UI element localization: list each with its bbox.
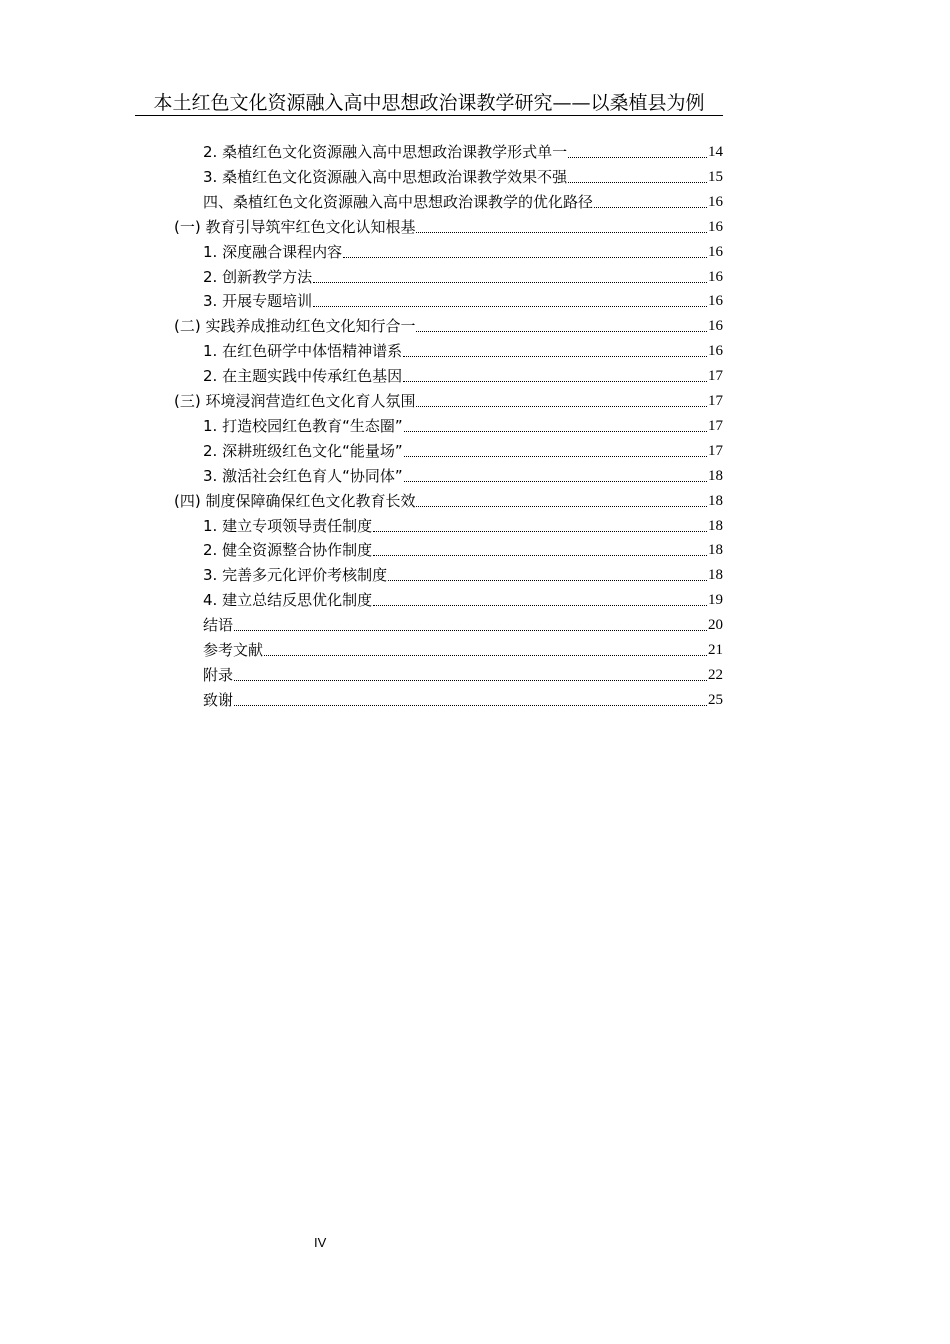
toc-entry-page: 16 [708,293,723,310]
toc-entry-title: 2. 健全资源整合协作制度 [203,541,373,560]
toc-entry-page: 18 [708,517,723,534]
toc-entry[interactable] [174,212,723,237]
toc-entry-page: 18 [708,567,723,584]
toc-entry-title: 2. 桑植红色文化资源融入高中思想政治课教学形式单一 [203,143,568,161]
toc-entry-page: 21 [708,642,723,658]
page-number: IV [314,1235,327,1250]
toc-entry[interactable] [203,361,723,386]
toc-entry-page: 17 [708,393,723,409]
toc-entry[interactable] [203,137,723,162]
toc-entry-title: 3. 桑植红色文化资源融入高中思想政治课教学效果不强 [203,167,568,186]
toc-entry-title: 2. 创新教学方法 [203,267,313,286]
toc-entry-page: 16 [708,318,723,335]
toc-entry-page: 17 [708,442,723,459]
toc-entry-title: (三) 环境浸润营造红色文化育人氛围 [174,392,416,410]
toc-entry-title: 2. 在主题实践中传承红色基因 [203,367,403,386]
toc-entry[interactable] [203,411,723,436]
toc-entry[interactable] [203,237,723,262]
toc-dot-leader [416,406,707,407]
toc-entry[interactable] [203,461,723,486]
toc-dot-leader [234,630,707,631]
toc-entry-title: 致谢 [203,690,234,709]
header-divider [135,115,723,116]
toc-entry[interactable] [174,486,723,511]
toc-entry-title: 2. 深耕班级红色文化“能量场” [203,441,403,460]
toc-entry[interactable] [203,535,723,560]
toc-entry-title: 4. 建立总结反思优化制度 [203,591,373,610]
toc-dot-leader [313,282,707,283]
toc-entry[interactable] [203,635,723,660]
toc-entry[interactable] [203,436,723,461]
toc-entry-page: 18 [708,492,723,509]
toc-entry[interactable] [203,660,723,685]
toc-entry-page: 18 [708,542,723,559]
toc-entry-page: 14 [708,144,723,160]
toc-entry-title: 附录 [203,665,234,684]
toc-entry-page: 19 [708,592,723,609]
toc-dot-leader [373,531,707,532]
toc-entry-title: 3. 完善多元化评价考核制度 [203,566,388,585]
toc-dot-leader [416,506,707,507]
toc-entry-title: (二) 实践养成推动红色文化知行合一 [174,317,416,336]
toc-entry-title: 结语 [203,616,234,635]
toc-dot-leader [234,705,707,706]
toc-entry-page: 15 [708,168,723,185]
toc-entry-page: 22 [708,666,723,683]
toc-entry[interactable] [203,262,723,287]
toc-dot-leader [313,306,707,307]
toc-entry-title: (一) 教育引导筑牢红色文化认知根基 [174,217,416,236]
toc-entry-page: 25 [708,691,723,708]
toc-dot-leader [403,356,707,357]
toc-entry-page: 16 [708,193,723,210]
toc-dot-leader [594,207,707,208]
toc-dot-leader [416,331,707,332]
toc-entry[interactable] [203,511,723,536]
toc-entry-page: 16 [708,218,723,235]
toc-entry[interactable] [203,560,723,585]
toc-dot-leader [416,232,707,233]
toc-entry-page: 16 [708,343,723,360]
toc-entry-title: 1. 打造校园红色教育“生态圈” [203,416,403,435]
toc-entry-page: 18 [708,467,723,484]
toc-entry[interactable] [174,311,723,336]
toc-dot-leader [264,655,707,656]
toc-entry[interactable] [203,610,723,635]
toc-entry-page: 16 [708,268,723,285]
toc-entry[interactable] [203,336,723,361]
toc-dot-leader [373,605,707,606]
toc-dot-leader [388,580,707,581]
toc-entry[interactable] [203,162,723,187]
toc-entry[interactable] [203,585,723,610]
toc-entry-title: 1. 在红色研学中体悟精神谱系 [203,342,403,361]
toc-dot-leader [403,381,707,382]
toc-dot-leader [568,157,707,158]
toc-entry-page: 17 [708,417,723,434]
toc-dot-leader [343,257,707,258]
toc-entry-title: 四、桑植红色文化资源融入高中思想政治课教学的优化路径 [203,192,594,211]
toc-entry-page: 20 [708,617,723,634]
toc-entry-title: (四) 制度保障确保红色文化教育长效 [174,491,416,510]
toc-dot-leader [404,481,707,482]
toc-entry[interactable] [203,685,723,710]
toc-entry-title: 1. 建立专项领导责任制度 [203,516,373,535]
toc-entry[interactable] [174,386,723,411]
toc-dot-leader [373,555,707,556]
toc-entry[interactable] [203,286,723,311]
toc-entry-title: 参考文献 [203,641,264,659]
toc-dot-leader [404,456,707,457]
toc-dot-leader [404,431,707,432]
toc-dot-leader [568,182,707,183]
toc-dot-leader [234,680,707,681]
toc-entry-page: 16 [708,243,723,260]
toc-entry-title: 3. 激活社会红色育人“协同体” [203,466,403,485]
running-header-title: 本土红色文化资源融入高中思想政治课教学研究——以桑植县为例 [153,92,705,114]
toc-entry-page: 17 [708,368,723,385]
toc-entry-title: 3. 开展专题培训 [203,292,313,311]
toc-entry-title: 1. 深度融合课程内容 [203,242,343,261]
toc-entry[interactable] [203,187,723,212]
